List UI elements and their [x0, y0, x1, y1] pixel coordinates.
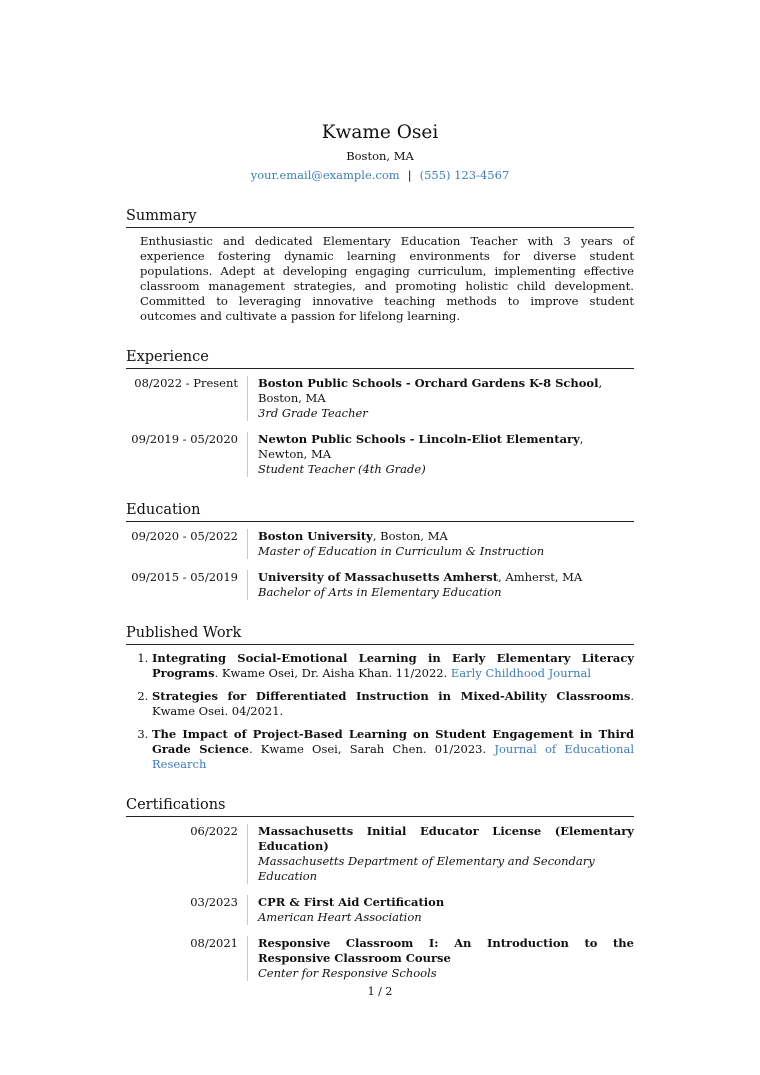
entry-role: 3rd Grade Teacher [258, 406, 368, 420]
publication-title: Integrating Social-Emotional Learning in Early Elementary Literacy Programs [152, 651, 634, 680]
publication-details: . Kwame Osei, Sarah Chen. 01/2023. [248, 742, 495, 756]
publication-list [126, 651, 634, 772]
resume-content [126, 121, 634, 981]
publication-title: Strategies for Differentiated Instruction in Mixed-Ability Classrooms [152, 689, 631, 703]
entry-role: Student Teacher (4th Grade) [258, 462, 426, 476]
section-title-education: Education [126, 501, 634, 522]
certification-issuer: Center for Responsive Schools [258, 966, 437, 980]
entry-body [247, 570, 634, 600]
entry-location: , Boston, MA [258, 376, 603, 405]
contact-line [126, 167, 634, 183]
certification-issuer: American Heart Association [258, 910, 422, 924]
certifications-section [126, 796, 634, 981]
certification-entry [126, 824, 634, 884]
certification-date: 03/2023 [190, 895, 238, 909]
entry-dates: 09/2015 - 05/2019 [131, 570, 238, 584]
resume-header [126, 121, 634, 183]
entry-institution: University of Massachusetts Amherst [258, 570, 499, 584]
entry-body [247, 529, 634, 559]
entry-location: , Boston, MA [372, 529, 448, 543]
candidate-name: Kwame Osei [321, 122, 439, 143]
experience-section [126, 348, 634, 477]
entry-institution: Boston University [258, 529, 373, 543]
section-title-published-work: Published Work [126, 624, 634, 645]
education-section [126, 501, 634, 600]
entry-body [247, 376, 634, 421]
entry-organization: Newton Public Schools - Lincoln-Eliot Elementary [258, 432, 580, 446]
section-title-summary: Summary [126, 207, 634, 228]
contact-separator: | [407, 168, 412, 182]
publication-item [152, 651, 634, 681]
entry-degree: Bachelor of Arts in Elementary Education [258, 585, 502, 599]
publication-venue-link[interactable]: Early Childhood Journal [450, 666, 592, 680]
summary-text: Enthusiastic and dedicated Elementary Education Teacher with 3 years of experience fostering dynamic learning environments for diverse student populations. Adept at developing engaging curriculum, implementing effective classroom management strategies, and promoting holistic child development. Committed to leveraging innovative teaching methods to improve student outcomes and cultivate a passion for lifelong learning. [140, 234, 634, 323]
page-number: 1 / 2 [367, 985, 393, 998]
certification-name: Responsive Classroom I: An Introduction to the Responsive Classroom Course [258, 936, 634, 965]
publication-title: The Impact of Project-Based Learning on Student Engagement in Third Grade Science [152, 727, 634, 756]
entry-organization: Boston Public Schools - Orchard Gardens K-8 School [258, 376, 599, 390]
summary-section [126, 207, 634, 324]
publication-venue-link[interactable]: Journal of Educational Research [152, 742, 634, 771]
certification-name: CPR & First Aid Certification [258, 895, 445, 909]
certification-name: Massachusetts Initial Educator License (Elementary Education) [258, 824, 634, 853]
entry-degree: Master of Education in Curriculum & Instruction [258, 544, 545, 558]
publication-item [152, 689, 634, 719]
section-title-certifications: Certifications [126, 796, 634, 817]
entry-body [247, 895, 634, 925]
certification-entry [126, 895, 634, 925]
education-entry [126, 529, 634, 559]
experience-entry [126, 432, 634, 477]
entry-location: , Newton, MA [258, 432, 584, 461]
entry-dates: 09/2020 - 05/2022 [131, 529, 238, 543]
experience-entry [126, 376, 634, 421]
email-link[interactable]: your.email@example.com [250, 168, 400, 182]
entry-location: , Amherst, MA [498, 570, 583, 584]
candidate-location: Boston, MA [346, 149, 414, 163]
entry-dates: 09/2019 - 05/2020 [131, 432, 238, 446]
entry-body [247, 936, 634, 981]
certification-issuer: Massachusetts Department of Elementary and Secondary Education [258, 854, 595, 883]
phone-link[interactable]: (555) 123-4567 [419, 168, 510, 182]
publication-details: . Kwame Osei, Dr. Aisha Khan. 11/2022. [214, 666, 451, 680]
entry-dates: 08/2022 - Present [134, 376, 238, 390]
entry-body [247, 432, 634, 477]
published-work-section [126, 624, 634, 772]
certification-entry [126, 936, 634, 981]
education-entry [126, 570, 634, 600]
publication-details: . Kwame Osei. 04/2021. [152, 689, 634, 718]
certification-date: 08/2021 [190, 936, 238, 950]
publication-item [152, 727, 634, 772]
certification-date: 06/2022 [190, 824, 238, 838]
entry-body [247, 824, 634, 884]
section-title-experience: Experience [126, 348, 634, 369]
